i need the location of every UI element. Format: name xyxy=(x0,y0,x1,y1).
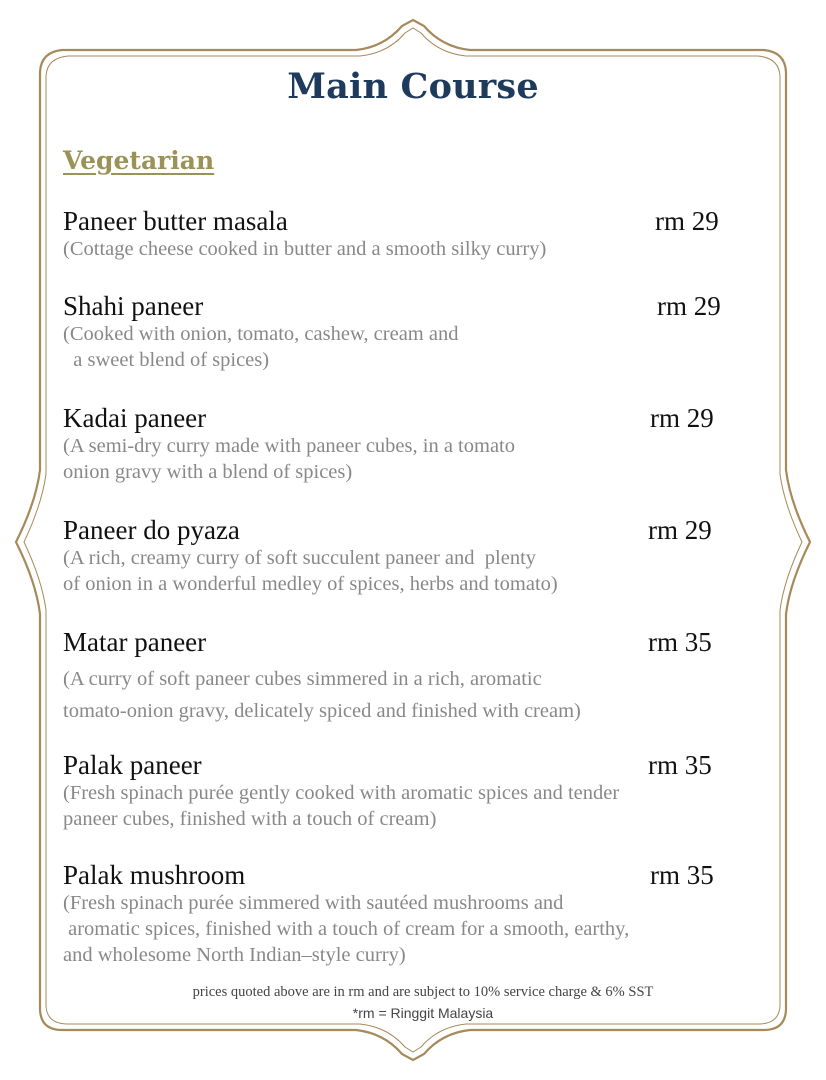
item-name: Palak mushroom xyxy=(63,860,246,890)
item-name: Matar paneer xyxy=(63,627,207,657)
item-price: rm 29 xyxy=(657,291,721,321)
menu-item xyxy=(63,515,743,597)
item-description: (Cooked with onion, tomato, cashew, cream and a sweet blend of spices) xyxy=(63,323,459,371)
item-description: (Fresh spinach purée simmered with sautéed mushrooms and aromatic spices, finished with a touch of cream for a smooth, earthy, and wholesome North Indian–style curry) xyxy=(63,892,630,966)
item-description: (A rich, creamy curry of soft succulent paneer and plenty of onion in a wonderful medley of spices, herbs and tomato) xyxy=(63,547,558,595)
item-name: Paneer do pyaza xyxy=(63,515,240,545)
item-description: (A semi-dry curry made with paneer cubes, in a tomato onion gravy with a blend of spices) xyxy=(63,435,515,483)
item-description: (Cottage cheese cooked in butter and a smooth silky curry) xyxy=(63,238,547,260)
menu-item xyxy=(63,403,743,485)
item-description: (A curry of soft paneer cubes simmered in a rich, aromatic tomato-onion gravy, delicately spiced and finished with cream) xyxy=(63,668,581,722)
service-charge-note: prices quoted above are in rm and are subject to 10% service charge & 6% SST xyxy=(192,984,654,1000)
item-name: Shahi paneer xyxy=(63,291,204,321)
item-name: Paneer butter masala xyxy=(63,206,288,236)
item-price: rm 35 xyxy=(648,627,712,657)
menu-item xyxy=(63,750,743,832)
item-description: (Fresh spinach purée gently cooked with aromatic spices and tender paneer cubes, finished with a touch of cream) xyxy=(63,782,620,830)
item-price: rm 35 xyxy=(650,860,714,890)
item-price: rm 29 xyxy=(655,206,719,236)
section-heading-vegetarian: Vegetarian xyxy=(63,146,215,175)
menu-item xyxy=(63,206,743,262)
menu-item xyxy=(63,291,743,373)
currency-note: *rm = Ringgit Malaysia xyxy=(352,1005,494,1021)
item-name: Kadai paneer xyxy=(63,403,207,433)
item-price: rm 29 xyxy=(648,515,712,545)
menu-item xyxy=(63,860,743,968)
item-name: Palak paneer xyxy=(63,750,202,780)
menu-item xyxy=(63,627,743,727)
page-title: Main Course xyxy=(287,66,539,107)
item-price: rm 35 xyxy=(648,750,712,780)
item-price: rm 29 xyxy=(650,403,714,433)
